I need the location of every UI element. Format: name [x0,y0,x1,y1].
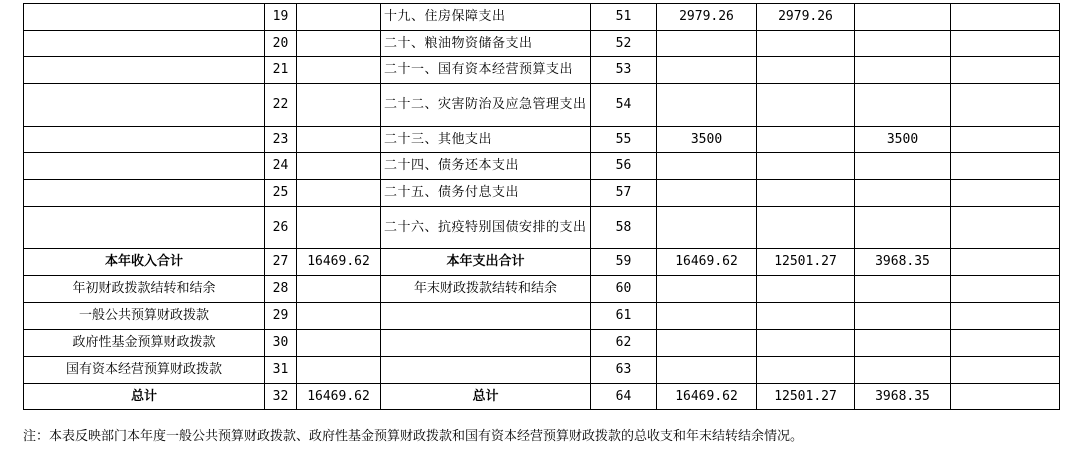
expense-line-no: 61 [591,303,657,330]
table-row [24,84,1060,127]
expense-item: 二十一、国有资本经营预算支出 [381,57,591,84]
income-grand-total-label: 总计 [24,384,265,410]
table-row [24,207,1060,249]
gov-fund-amount: 3968.35 [855,249,951,276]
expense-total [657,303,757,330]
soe-budget-amount [951,384,1060,410]
expense-total [657,330,757,357]
income-amount [297,180,381,207]
income-label: 一般公共预算财政拨款 [24,303,265,330]
gov-fund-amount [855,57,951,84]
income-line-no: 29 [265,303,297,330]
income-label [24,127,265,153]
income-line-no: 23 [265,127,297,153]
expense-line-no: 62 [591,330,657,357]
expense-total [657,180,757,207]
income-amount [297,31,381,57]
general-budget-amount: 12501.27 [757,384,855,410]
income-label [24,180,265,207]
soe-budget-amount [951,31,1060,57]
general-budget-amount [757,207,855,249]
table-row [24,127,1060,153]
income-label [24,4,265,31]
income-line-no: 22 [265,84,297,127]
gov-fund-amount [855,276,951,303]
general-budget-amount [757,276,855,303]
income-label [24,207,265,249]
expense-line-no: 51 [591,4,657,31]
expense-line-no: 59 [591,249,657,276]
soe-budget-amount [951,357,1060,384]
expense-total [657,276,757,303]
income-line-no: 19 [265,4,297,31]
income-amount [297,84,381,127]
table-row [24,357,1060,384]
budget-table [23,3,1060,410]
expense-total: 2979.26 [657,4,757,31]
soe-budget-amount [951,330,1060,357]
expense-total [657,31,757,57]
income-line-no: 31 [265,357,297,384]
gov-fund-amount [855,4,951,31]
gov-fund-amount [855,207,951,249]
gov-fund-amount [855,180,951,207]
subtotal-row [24,249,1060,276]
income-line-no: 26 [265,207,297,249]
gov-fund-amount: 3500 [855,127,951,153]
general-budget-amount [757,31,855,57]
expense-line-no: 52 [591,31,657,57]
income-label [24,84,265,127]
table-row [24,180,1060,207]
income-line-no: 24 [265,153,297,180]
income-amount [297,330,381,357]
expense-item: 二十三、其他支出 [381,127,591,153]
table-row [24,276,1060,303]
expense-item: 二十、粮油物资储备支出 [381,31,591,57]
expense-item: 十九、住房保障支出 [381,4,591,31]
soe-budget-amount [951,180,1060,207]
soe-budget-amount [951,57,1060,84]
income-line-no: 25 [265,180,297,207]
income-label [24,31,265,57]
gov-fund-amount [855,357,951,384]
expense-item [381,303,591,330]
expense-total: 3500 [657,127,757,153]
income-amount [297,57,381,84]
grand-total-row [24,384,1060,410]
table-row [24,57,1060,84]
table-footnote: 注：本表反映部门本年度一般公共预算财政拨款、政府性基金预算财政拨款和国有资本经营预算财政拨款的总收支和年末结转结余情况。 [23,429,804,444]
expense-item: 二十六、抗疫特别国债安排的支出 [381,207,591,249]
expense-total: 16469.62 [657,384,757,410]
general-budget-amount [757,303,855,330]
income-line-no: 28 [265,276,297,303]
expense-line-no: 64 [591,384,657,410]
gov-fund-amount: 3968.35 [855,384,951,410]
general-budget-amount [757,180,855,207]
expense-line-no: 53 [591,57,657,84]
income-amount [297,303,381,330]
expense-item: 年末财政拨款结转和结余 [381,276,591,303]
soe-budget-amount [951,276,1060,303]
soe-budget-amount [951,4,1060,31]
expense-line-no: 55 [591,127,657,153]
general-budget-amount [757,57,855,84]
expense-line-no: 57 [591,180,657,207]
expense-line-no: 56 [591,153,657,180]
soe-budget-amount [951,153,1060,180]
income-line-no: 27 [265,249,297,276]
income-label [24,153,265,180]
table-row [24,153,1060,180]
gov-fund-amount [855,330,951,357]
soe-budget-amount [951,127,1060,153]
income-line-no: 21 [265,57,297,84]
expense-total [657,357,757,384]
income-amount [297,153,381,180]
general-budget-amount: 2979.26 [757,4,855,31]
income-label [24,57,265,84]
expense-total [657,207,757,249]
expense-total [657,153,757,180]
general-budget-amount [757,357,855,384]
expense-item [381,330,591,357]
expense-item [381,357,591,384]
table-row [24,330,1060,357]
income-subtotal-label: 本年收入合计 [24,249,265,276]
expense-line-no: 54 [591,84,657,127]
general-budget-amount [757,330,855,357]
expense-subtotal-label: 本年支出合计 [381,249,591,276]
general-budget-amount [757,127,855,153]
income-amount [297,207,381,249]
table-row [24,31,1060,57]
soe-budget-amount [951,303,1060,330]
expense-total [657,84,757,127]
expense-line-no: 60 [591,276,657,303]
table-row [24,303,1060,330]
expense-item: 二十二、灾害防治及应急管理支出 [381,84,591,127]
general-budget-amount [757,84,855,127]
expense-total: 16469.62 [657,249,757,276]
income-label: 政府性基金预算财政拨款 [24,330,265,357]
gov-fund-amount [855,303,951,330]
expense-item: 二十四、债务还本支出 [381,153,591,180]
general-budget-amount: 12501.27 [757,249,855,276]
income-amount: 16469.62 [297,249,381,276]
income-line-no: 32 [265,384,297,410]
income-amount [297,127,381,153]
expense-line-no: 63 [591,357,657,384]
soe-budget-amount [951,207,1060,249]
gov-fund-amount [855,84,951,127]
income-amount [297,357,381,384]
expense-line-no: 58 [591,207,657,249]
income-amount: 16469.62 [297,384,381,410]
income-amount [297,4,381,31]
gov-fund-amount [855,153,951,180]
income-amount [297,276,381,303]
table-row [24,4,1060,31]
income-label: 年初财政拨款结转和结余 [24,276,265,303]
expense-item: 二十五、债务付息支出 [381,180,591,207]
soe-budget-amount [951,84,1060,127]
general-budget-amount [757,153,855,180]
income-label: 国有资本经营预算财政拨款 [24,357,265,384]
expense-total [657,57,757,84]
soe-budget-amount [951,249,1060,276]
income-line-no: 30 [265,330,297,357]
expense-grand-total-label: 总计 [381,384,591,410]
income-line-no: 20 [265,31,297,57]
gov-fund-amount [855,31,951,57]
